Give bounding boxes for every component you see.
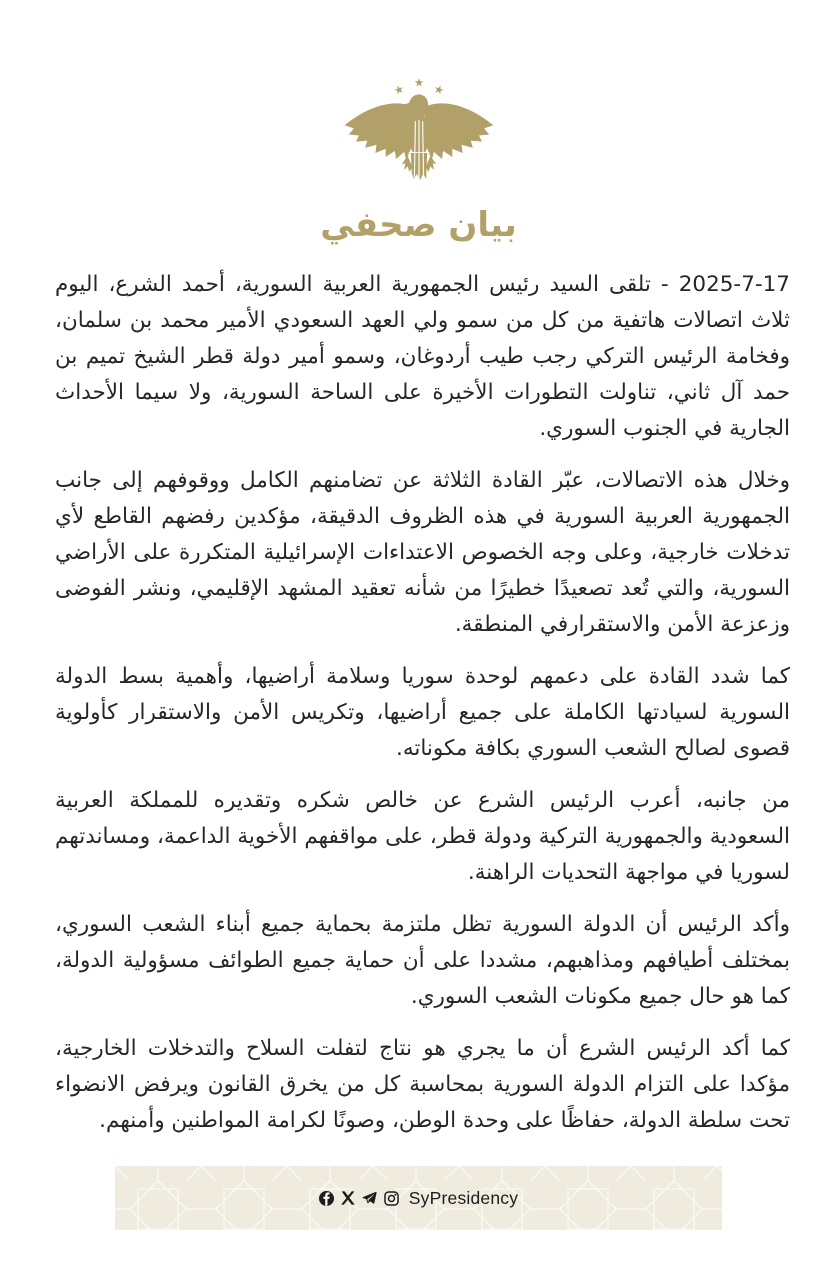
statement-title: بيان صحفي (320, 205, 517, 245)
statement-header (0, 0, 837, 247)
social-handle: SyPresidency (408, 1187, 519, 1208)
footer-content (115, 1166, 722, 1230)
x-icon (341, 1191, 355, 1205)
telegram-icon (362, 1191, 377, 1205)
social-icons (319, 1191, 399, 1206)
statement-paragraph-2: وخلال هذه الاتصالات، عبّر القادة الثلاثة عن تضامنهم الكامل ووقوفهم إلى جانب الجمهورية العربية السورية في هذه الظروف الدقيقة، مؤكدين رفضهم القاطع لأي تدخلات خارجية، وعلى وجه الخصوص الاعتداءات الإسرائيلية المتكررة على الأراضي السورية، والتي تُعد تصعيدًا خطيرًا من شأنه تعقيد المشهد الإقليمي، ونشر الفوضى وزعزعة الأمن والاستقرارفي المنطقة. (55, 467, 790, 637)
golden-eagle-emblem (337, 76, 501, 194)
star-icon (393, 78, 444, 95)
instagram-icon (384, 1191, 399, 1206)
statement-paragraph-4: من جانبه، أعرب الرئيس الشرع عن خالص شكره وتقديره للمملكة العربية السعودية والجمهورية التركية ودولة قطر، على مواقفهم الأخوية الداعمة، ومساندتهم لسوريا في مواجهة التحديات الراهنة. (55, 787, 790, 885)
footer-band (115, 1166, 722, 1230)
statement-paragraph-6: كما أكد الرئيس الشرع أن ما يجري هو نتاج لتفلت السلاح والتدخلات الخارجية، مؤكدا على التزام الدولة السورية بمحاسبة كل من يخرق القانون ويرفض الانضواء تحت سلطة الدولة، حفاظًا على وحدة الوطن، وصونًا لكرامة المواطنين وأمنهم. (55, 1035, 790, 1133)
statement-paragraph-1: ‎2025-7-17‎ - تلقى السيد رئيس الجمهورية العربية السورية، أحمد الشرع، اليوم ثلاث اتصالات هاتفية من كل من سمو ولي العهد السعودي الأمير محمد بن سلمان، وفخامة الرئيس التركي رجب طيب أردوغان، وسمو أمير دولة قطر الشيخ تميم بن حمد آل ثاني، تناولت التطورات الأخيرة على الساحة السورية، ولا سيما الأحداث الجارية في الجنوب السوري. (55, 271, 790, 441)
statement-body (55, 267, 790, 1139)
statement-paragraph-3: كما شدد القادة على دعمهم لوحدة سوريا وسلامة أراضيها، وأهمية بسط الدولة السورية لسيادتها الكاملة على جميع أراضيها، وتكريس الأمن والاستقرار كأولوية قصوى لصالح الشعب السوري بكافة مكوناته. (55, 663, 790, 761)
facebook-icon (319, 1191, 334, 1206)
statement-paragraph-5: وأكد الرئيس أن الدولة السورية تظل ملتزمة بحماية جميع أبناء الشعب السوري، بمختلف أطيافهم ومذاهبهم، مشددا على أن حماية جميع الطوائف مسؤولية الدولة، كما هو حال جميع مكونات الشعب السوري. (55, 911, 790, 1009)
